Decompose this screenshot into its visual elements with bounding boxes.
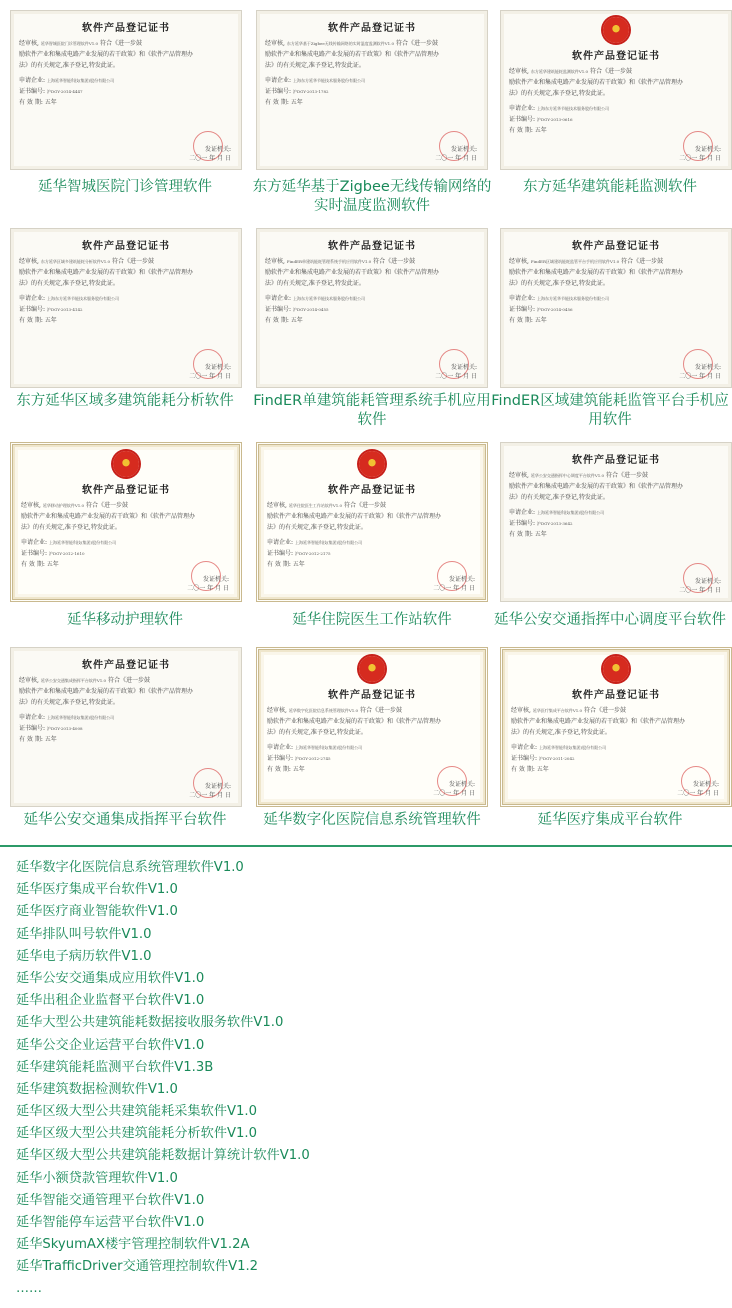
certificate-issuer: 发证机关: 二〇一 年 月 日 (679, 364, 721, 380)
certificate-body: 法》的有关规定,准予登记,特发此证。 (265, 280, 365, 287)
certificate-title: 软件产品登记证书 (328, 23, 416, 34)
certificate-image (500, 647, 732, 807)
certificate-caption: 延华数字化医院信息系统管理软件 (263, 812, 481, 828)
certificate-issuer: 发证机关: 二〇一 年 月 日 (435, 146, 477, 162)
certificate-issuer: 发证机关: 二〇一 年 月 日 (187, 576, 229, 592)
list-item: 延华医疗集成平台软件V1.0 (16, 882, 178, 898)
list-item: 延华区级大型公共建筑能耗采集软件V1.0 (16, 1104, 257, 1120)
certificate-body: 经审核, 东方延华区域多建筑能耗分析软件V1.0 符合《进一步鼓 (19, 258, 155, 265)
list-item: 延华大型公共建筑能耗数据接收服务软件V1.0 (16, 1015, 284, 1031)
national-emblem-icon (113, 451, 139, 477)
certificate-title: 软件产品登记证书 (328, 690, 416, 701)
certificate-caption: FindER单建筑能耗管理系统手机应用软件 (253, 393, 491, 428)
certificate-body: 经审核, 东方延华建筑能耗监测软件V1.0 符合《进一步鼓 (509, 68, 633, 75)
certificate-image (10, 647, 242, 807)
certificate-body: 经审核, 延华移动护理软件V1.0 符合《进一步鼓 (21, 502, 129, 509)
certificate-body: 法》的有关规定,准予登记,特发此证。 (265, 62, 365, 69)
certificate-body: 经审核, 延华住院医生工作站软件V1.0 符合《进一步鼓 (267, 502, 387, 509)
certificate-validity: 有 效 期: 五年 (19, 317, 57, 324)
certificate-validity: 有 效 期: 五年 (267, 561, 305, 568)
certificate-number: 证书编号: 沪DGY-2014-0455 (265, 306, 329, 313)
list-item: 延华SkyumAX楼宇管理控制软件V1.2A (16, 1237, 250, 1253)
certificate-number: 证书编号: 沪DGY-2012-1610 (21, 550, 85, 557)
certificate-number: 证书编号: 沪DGY-2014-0456 (509, 306, 573, 313)
certificate-body: 励软件产业和集成电路产业发展的若干政策》和《软件产品管理办 (19, 688, 194, 695)
certificate-body: 励软件产业和集成电路产业发展的若干政策》和《软件产品管理办 (509, 483, 684, 490)
certificate-body: 励软件产业和集成电路产业发展的若干政策》和《软件产品管理办 (511, 718, 686, 725)
certificate-image (500, 442, 732, 602)
certificate-applicant: 申请企业: 上海延华智能科技(集团)股份有限公司 (19, 714, 115, 721)
certificate-body: 经审核, 延华医疗集成平台软件V1.0 符合《进一步鼓 (511, 707, 627, 714)
certificate-applicant: 申请企业: 上海延华智能科技(集团)股份有限公司 (509, 509, 605, 516)
certificate-title: 软件产品登记证书 (572, 455, 660, 466)
certificate-image (256, 10, 488, 170)
certificate-title: 软件产品登记证书 (82, 241, 170, 252)
certificate-issuer: 发证机关: 二〇一 年 月 日 (433, 576, 475, 592)
software-list (16, 857, 310, 1299)
certificate-body: 经审核, 延华数字化医院信息系统管理软件V1.0 符合《进一步鼓 (267, 707, 403, 714)
certificate-body: 励软件产业和集成电路产业发展的若干政策》和《软件产品管理办 (21, 513, 196, 520)
certificate-body: 法》的有关规定,准予登记,特发此证。 (511, 729, 611, 736)
list-item: 延华区级大型公共建筑能耗数据计算统计软件V1.0 (16, 1148, 310, 1164)
certificate-caption: 延华公安交通集成指挥平台软件 (23, 812, 227, 828)
certificate-body: 法》的有关规定,准予登记,特发此证。 (21, 524, 121, 531)
certificate-validity: 有 效 期: 五年 (21, 561, 59, 568)
list-item: 延华智能交通管理平台软件V1.0 (16, 1192, 205, 1208)
certificate-body: 励软件产业和集成电路产业发展的若干政策》和《软件产品管理办 (19, 269, 194, 276)
certificate-body: 经审核, 延华智城医院门诊管理软件V1.0 符合《进一步鼓 (19, 40, 143, 47)
certificate-title: 软件产品登记证书 (572, 51, 660, 62)
certificate-issuer: 发证机关: 二〇一 年 月 日 (189, 364, 231, 380)
certificate-image (256, 647, 488, 807)
certificate-body: 励软件产业和集成电路产业发展的若干政策》和《软件产品管理办 (267, 513, 442, 520)
certificate-title: 软件产品登记证书 (572, 241, 660, 252)
certificate-validity: 有 效 期: 五年 (509, 317, 547, 324)
national-emblem-icon (359, 656, 385, 682)
certificate-validity: 有 效 期: 五年 (511, 766, 549, 773)
certificate-body: 经审核, 东方延华基于Zigbee无线传输网络的实时温度监测软件V1.0 符合《进一步鼓 (265, 40, 438, 47)
national-emblem-icon (359, 451, 385, 477)
certificate-body: 法》的有关规定,准予登记,特发此证。 (509, 90, 609, 97)
list-item: 延华数字化医院信息系统管理软件V1.0 (16, 860, 244, 875)
list-item: 延华公安交通集成应用软件V1.0 (16, 970, 205, 986)
national-emblem-icon (603, 656, 629, 682)
certificate-caption: 延华公安交通指挥中心调度平台软件 (494, 612, 726, 628)
certificate-issuer: 发证机关: 二〇一 年 月 日 (433, 781, 475, 797)
certificate-body: 法》的有关规定,准予登记,特发此证。 (19, 280, 119, 287)
certificate-body: 励软件产业和集成电路产业发展的若干政策》和《软件产品管理办 (265, 51, 440, 58)
certificate-caption: 延华智城医院门诊管理软件 (38, 179, 212, 195)
list-item: 延华电子病历软件V1.0 (16, 948, 152, 964)
certificate-body: 法》的有关规定,准予登记,特发此证。 (509, 494, 609, 501)
certificate-number: 证书编号: 沪DGY-2014-4447 (19, 88, 83, 95)
certificate-title: 软件产品登记证书 (82, 23, 170, 34)
certificate-title: 软件产品登记证书 (572, 690, 660, 701)
certificate-applicant: 申请企业: 上海东方延华节能技术服务股份有限公司 (19, 295, 119, 302)
certificate-image (10, 442, 242, 602)
certificate-caption: FindER区域建筑能耗监管平台手机应用软件 (491, 393, 729, 428)
certificate-caption: 延华住院医生工作站软件 (292, 612, 452, 628)
certificate-applicant: 申请企业: 上海延华智能科技(集团)股份有限公司 (21, 539, 117, 546)
certificate-validity: 有 效 期: 五年 (265, 99, 303, 106)
certificate-body: 励软件产业和集成电路产业发展的若干政策》和《软件产品管理办 (267, 718, 442, 725)
certificate-validity: 有 效 期: 五年 (509, 531, 547, 538)
certificate-title: 软件产品登记证书 (82, 660, 170, 671)
certificate-issuer: 发证机关: 二〇一 年 月 日 (679, 578, 721, 594)
certificate-body: 经审核, 延华公安交通集成指挥平台软件V1.0 符合《进一步鼓 (19, 677, 151, 684)
certificate-title: 软件产品登记证书 (82, 485, 170, 496)
list-item: 延华小额贷款管理软件V1.0 (16, 1170, 178, 1186)
certificate-body: 励软件产业和集成电路产业发展的若干政策》和《软件产品管理办 (19, 51, 194, 58)
certificate-number: 证书编号: 沪DGY-2012-2175 (267, 550, 331, 557)
certificate-applicant: 申请企业: 上海东方延华节能技术服务股份有限公司 (265, 295, 365, 302)
list-item: 延华排队叫号软件V1.0 (16, 926, 152, 942)
list-ellipsis: …… (16, 1280, 42, 1296)
certificate-number: 证书编号: 沪DGY-2011-2042 (511, 755, 575, 762)
certificate-applicant: 申请企业: 上海东方延华节能技术服务股份有限公司 (509, 105, 609, 112)
certificate-image (500, 10, 732, 170)
certificate-number: 证书编号: 沪DGY-2013-4008 (19, 725, 83, 732)
certificate-validity: 有 效 期: 五年 (265, 317, 303, 324)
certificate-validity: 有 效 期: 五年 (267, 766, 305, 773)
certificate-applicant: 申请企业: 上海延华智能科技(集团)股份有限公司 (511, 744, 607, 751)
certificate-body: 法》的有关规定,准予登记,特发此证。 (19, 699, 119, 706)
list-item: 延华公交企业运营平台软件V1.0 (16, 1037, 205, 1053)
list-item: 延华TrafficDriver交通管理控制软件V1.2 (16, 1259, 259, 1275)
certificate-number: 证书编号: 沪DGY-2012-2745 (267, 755, 331, 762)
certificate-title: 软件产品登记证书 (328, 485, 416, 496)
certificate-applicant: 申请企业: 上海东方延华节能技术服务股份有限公司 (265, 77, 365, 84)
certificate-issuer: 发证机关: 二〇一 年 月 日 (189, 146, 231, 162)
certificate-body: 励软件产业和集成电路产业发展的若干政策》和《软件产品管理办 (509, 79, 684, 86)
certificate-caption: 东方延华建筑能耗监测软件 (523, 179, 697, 195)
list-item: 延华出租企业监督平台软件V1.0 (16, 993, 205, 1009)
certificate-number: 证书编号: 沪DGY-2013-3642 (509, 520, 573, 527)
certificate-caption: 东方延华区域多建筑能耗分析软件 (16, 393, 234, 409)
list-item: 延华建筑数据检测软件V1.0 (16, 1081, 178, 1097)
certificate-validity: 有 效 期: 五年 (19, 99, 57, 106)
certificate-image (10, 10, 242, 170)
certificate-body: 经审核, FindER单建筑能耗管理系统手机应用软件V1.0 符合《进一步鼓 (265, 258, 416, 265)
certificate-title: 软件产品登记证书 (328, 241, 416, 252)
certificate-body: 法》的有关规定,准予登记,特发此证。 (267, 524, 367, 531)
certificate-issuer: 发证机关: 二〇一 年 月 日 (679, 146, 721, 162)
certificate-number: 证书编号: 沪DGY-2013-1782 (265, 88, 329, 95)
certificate-image (500, 228, 732, 388)
certificate-applicant: 申请企业: 上海延华智能科技(集团)股份有限公司 (267, 744, 363, 751)
certificate-body: 励软件产业和集成电路产业发展的若干政策》和《软件产品管理办 (265, 269, 440, 276)
certificate-body: 经审核, 延华公安交通指挥中心调度平台软件V1.0 符合《进一步鼓 (509, 472, 649, 479)
certificate-caption: 延华医疗集成平台软件 (537, 812, 683, 828)
national-emblem-icon (603, 17, 629, 43)
list-item: 延华建筑能耗监测平台软件V1.3B (16, 1059, 214, 1075)
certificate-body: 励软件产业和集成电路产业发展的若干政策》和《软件产品管理办 (509, 269, 684, 276)
certificate-applicant: 申请企业: 上海东方延华节能技术服务股份有限公司 (509, 295, 609, 302)
certificate-image (256, 442, 488, 602)
certificate-image (10, 228, 242, 388)
certificate-number: 证书编号: 沪DGY-2013-4142 (19, 306, 83, 313)
certificate-image (256, 228, 488, 388)
certificate-issuer: 发证机关: 二〇一 年 月 日 (677, 781, 719, 797)
certificate-body: 法》的有关规定,准予登记,特发此证。 (19, 62, 119, 69)
certificate-validity: 有 效 期: 五年 (509, 127, 547, 134)
certificate-caption: 东方延华基于Zigbee无线传输网络的实时温度监测软件 (252, 179, 492, 214)
certificate-issuer: 发证机关: 二〇一 年 月 日 (435, 364, 477, 380)
section-divider (0, 845, 732, 847)
certificate-number: 证书编号: 沪DGY-2013-0616 (509, 116, 573, 123)
list-item: 延华智能停车运营平台软件V1.0 (16, 1215, 205, 1230)
list-item: 延华区级大型公共建筑能耗分析软件V1.0 (16, 1126, 257, 1142)
list-item: 延华医疗商业智能软件V1.0 (16, 904, 178, 920)
certificate-body: 法》的有关规定,准予登记,特发此证。 (267, 729, 367, 736)
certificate-applicant: 申请企业: 上海延华智能科技(集团)股份有限公司 (19, 77, 115, 84)
certificate-validity: 有 效 期: 五年 (19, 736, 57, 743)
certificate-applicant: 申请企业: 上海延华智能科技(集团)股份有限公司 (267, 539, 363, 546)
certificate-body: 法》的有关规定,准予登记,特发此证。 (509, 280, 609, 287)
certificate-caption: 延华移动护理软件 (67, 612, 183, 628)
certificate-issuer: 发证机关: 二〇一 年 月 日 (189, 783, 231, 799)
certificate-body: 经审核, FindER区域建筑能耗监管平台手机应用软件V1.0 符合《进一步鼓 (509, 258, 664, 265)
